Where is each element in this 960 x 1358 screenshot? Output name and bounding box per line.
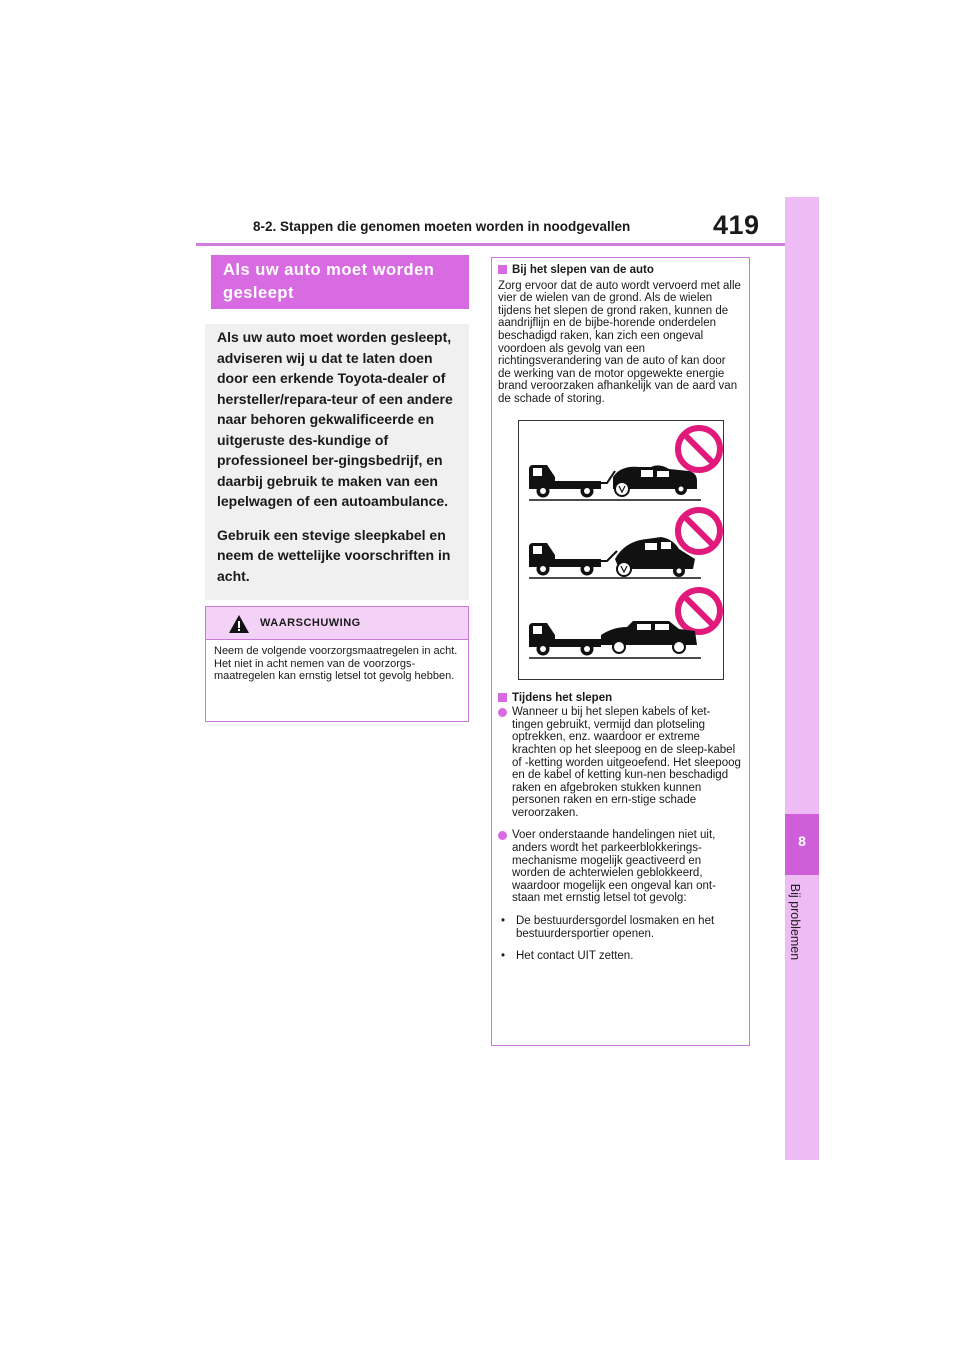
circle-bullet-icon (498, 708, 507, 717)
intro-paragraph: Als uw auto moet worden gesleept, adviseren wij u dat te laten doen door een erkende Toyota-dealer of hersteller/repara-teur of een andere naar behoren gekwalificeerde en uitgeruste des-kundige of professioneel ber-gingsbedrijf, en daarbij gebruik te maken van een lepelwagen of een autoambulance. (217, 329, 453, 509)
warning-header (206, 607, 468, 640)
page-number: 419 (713, 210, 760, 240)
prohibit-icon (678, 510, 720, 552)
list-item (498, 706, 741, 819)
dot-marker: • (501, 950, 506, 963)
subheading-during-towing (498, 692, 741, 705)
towing-paragraph: Zorg ervoor dat de auto wordt vervoerd met alle vier de wielen van de grond. Als de wielen tijdens het slepen de grond raken, kunnen de aandrijflijn en de bijbe-horende onderdelen beschadigd raken, kan zich een ongeval voordoen als gevolg van een richtingsverandering van de auto of kan door de werking van de motor opgewekte energie brand veroorzaken afhankelijk van de aard van de schade of storing. (498, 279, 741, 405)
list-item (498, 950, 741, 963)
list-item (498, 915, 741, 940)
list-item-text: Wanneer u bij het slepen kabels of ket-tingen gebruikt, vermijd dan plotseling optrekken, enz. waardoor er extreme krachten op het sleepoog en de sleep-kabel of -ketting worden uitgeoefend. Het sleepoog en de kabel of ketting kun-nen beschadigd raken en afgebroken stukken kunnen personen raken en ern-stige schade veroorzaken. (512, 706, 741, 819)
subheading-text: Bij het slepen van de auto (512, 264, 654, 276)
chapter-title: 8-2. Stappen die genomen moeten worden in noodgevallen (253, 219, 631, 234)
circle-bullet-icon (498, 831, 507, 840)
prohibit-icon (678, 590, 720, 632)
towing-illustration (518, 420, 724, 680)
towing-info-box (491, 257, 750, 1046)
list-item (498, 829, 741, 905)
dot-marker: • (501, 915, 506, 928)
square-bullet-icon (498, 693, 507, 702)
intro-box (205, 324, 469, 600)
subheading-towing (498, 264, 741, 277)
tow-truck-illustration (519, 421, 723, 679)
side-tab (785, 197, 819, 1160)
prohibit-icon (678, 428, 720, 470)
list-item-text: Het contact UIT zetten. (516, 950, 634, 963)
warning-icon (228, 614, 250, 634)
warning-box (205, 606, 469, 722)
list-item-text: Voer onderstaande handelingen niet uit, anders wordt het parkeerblokkerings-mechanisme mogelijk geactiveerd en worden de achterwielen geblokkeerd, waardoor mogelijk een ongeval kan ont-staan met ernstig letsel tot gevolg: (512, 829, 716, 905)
subheading-text: Tijdens het slepen (512, 691, 613, 704)
intro-paragraph: Gebruik een stevige sleepkabel en neem de wettelijke voorschriften in acht. (217, 526, 451, 584)
section-title: Als uw auto moet worden gesleept (211, 255, 469, 309)
side-tab-number: 8 (798, 833, 806, 849)
square-bullet-icon (498, 265, 507, 274)
list-item-text: De bestuurdersgordel losmaken en het bestuurdersportier openen. (516, 915, 715, 940)
header-rule (196, 243, 785, 246)
warning-title: WAARSCHUWING (260, 617, 361, 629)
warning-text: Neem de volgende voorzorgsmaatregelen in acht. Het niet in acht nemen van de voorzorgs-maatregelen kan ernstig letsel tot gevolg hebben. (214, 645, 458, 682)
side-tab-label: Bij problemen (788, 883, 802, 961)
